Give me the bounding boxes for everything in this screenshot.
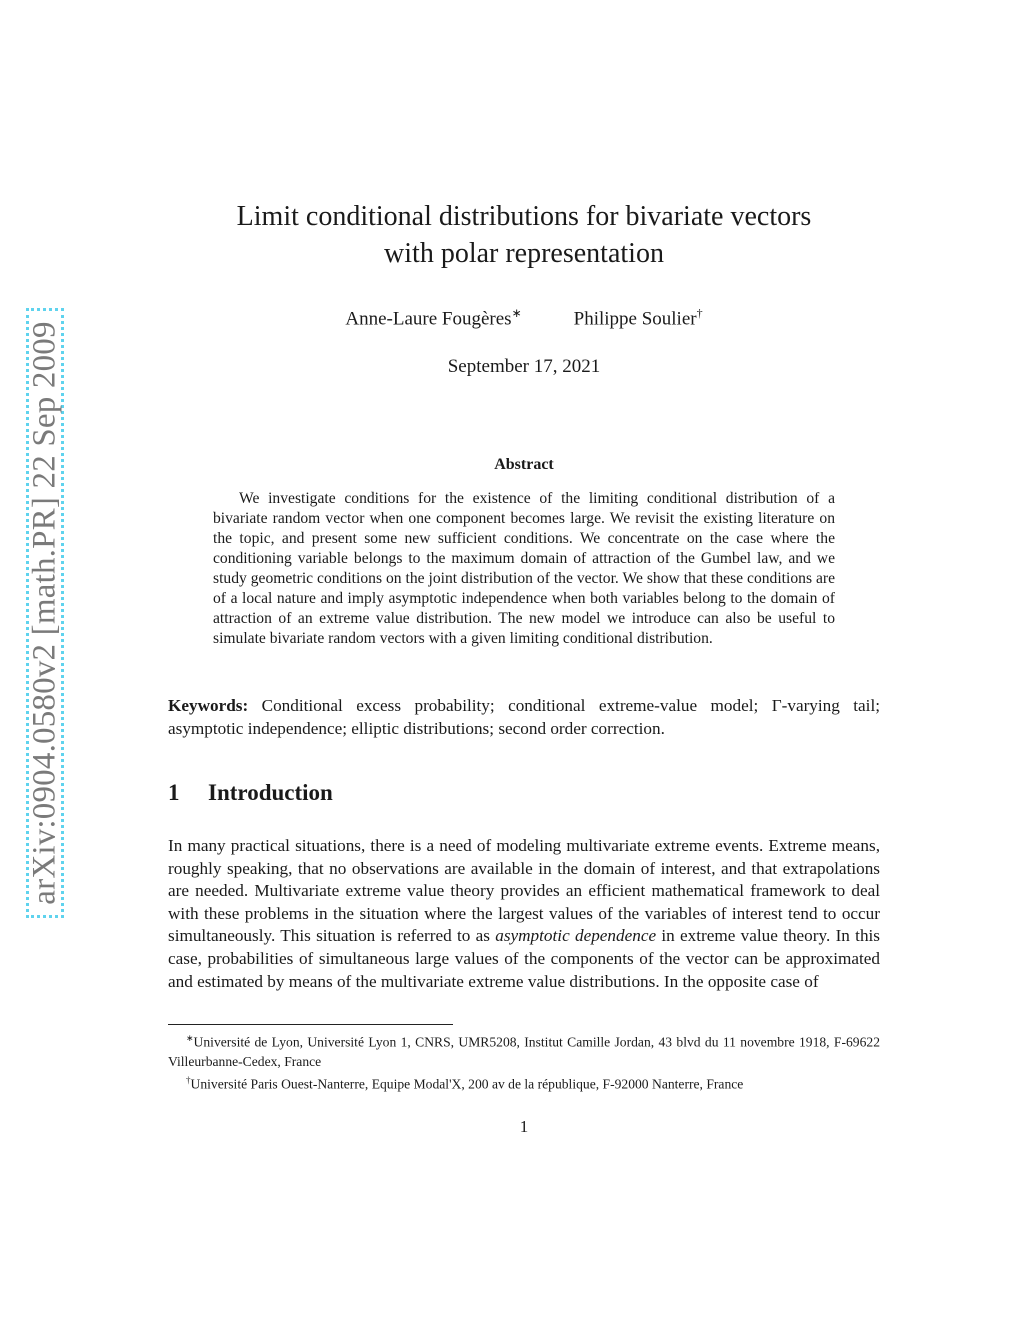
footnotes	[168, 1029, 880, 1093]
title-line-2: with polar representation	[384, 238, 664, 269]
title-line-1: Limit conditional distributions for bivariate vectors	[236, 201, 812, 232]
footnote-marker: ∗	[511, 306, 522, 320]
section-title: Introduction	[208, 780, 333, 805]
author-2	[574, 306, 703, 330]
page-number: 1	[519, 1117, 529, 1136]
footnote-marker: †	[186, 1074, 191, 1085]
section-heading	[168, 780, 880, 806]
intro-text-part-1: In many practical situations, there is a need of modeling multivariate extreme events. Extreme means, roughly speaking, that no observations are available in the domain of interest, and that extrapolations are needed. Multivariate extreme value theory provides an efficient mathematical framework to deal with these problems in the situation where the largest values of the variables of interest tend to occur simultaneously. This situation is referred to as	[168, 836, 880, 946]
author-name: Anne-Laure Fougères	[345, 308, 512, 330]
footnote-2	[168, 1071, 880, 1094]
footnote-divider	[168, 1024, 453, 1025]
abstract-heading: Abstract	[494, 456, 554, 473]
keywords-paragraph	[168, 695, 880, 740]
introduction-paragraph	[168, 835, 880, 993]
paper-date: September 17, 2021	[447, 356, 601, 377]
intro-emphasis: asymptotic dependence	[495, 926, 657, 946]
keywords-text: Conditional excess probability; conditional extreme-value model; Γ-varying tail; asymptotic independence; elliptic distributions; second order correction.	[168, 696, 880, 738]
paper-title	[168, 198, 880, 272]
footnote-1	[168, 1029, 880, 1071]
author-1	[345, 306, 521, 330]
author-name: Philippe Soulier	[573, 308, 697, 330]
section-number: 1	[168, 780, 180, 805]
author-list	[168, 306, 880, 330]
footnote-text: Université Paris Ouest-Nanterre, Equipe Modal'X, 200 av de la république, F-92000 Nanterre, France	[190, 1076, 744, 1092]
arxiv-identifier: arXiv:0904.0580v2 [math.PR] 22 Sep 2009	[26, 321, 63, 905]
abstract-text: We investigate conditions for the existence of the limiting conditional distribution of a bivariate random vector when one component becomes large. We revisit the existing literature on the topic, and present some new sufficient conditions. We concentrate on the case where the conditioning variable belongs to the maximum domain of attraction of the Gumbel law, and we study geometric conditions on the joint distribution of the vector. We show that these conditions are of a local nature and imply asymptotic independence when both variables belong to the domain of attraction of an extreme value distribution. The new model we introduce can also be useful to simulate bivariate random vectors with a given limiting conditional distribution.	[213, 490, 835, 647]
intro-text-part-2: in extreme value theory. In this case, probabilities of simultaneous large values of the components of the vector can be approximated and estimated by means of the multivariate extreme value distributions. In the opposite case of	[168, 926, 880, 991]
footnote-marker: ∗	[186, 1033, 194, 1043]
footnote-text: Université de Lyon, Université Lyon 1, CNRS, UMR5208, Institut Camille Jordan, 43 blvd du 11 novembre 1918, F-69622 Villeurbanne-Cedex, France	[168, 1034, 880, 1069]
footnote-marker: †	[696, 306, 703, 320]
keywords-label: Keywords:	[168, 696, 249, 715]
